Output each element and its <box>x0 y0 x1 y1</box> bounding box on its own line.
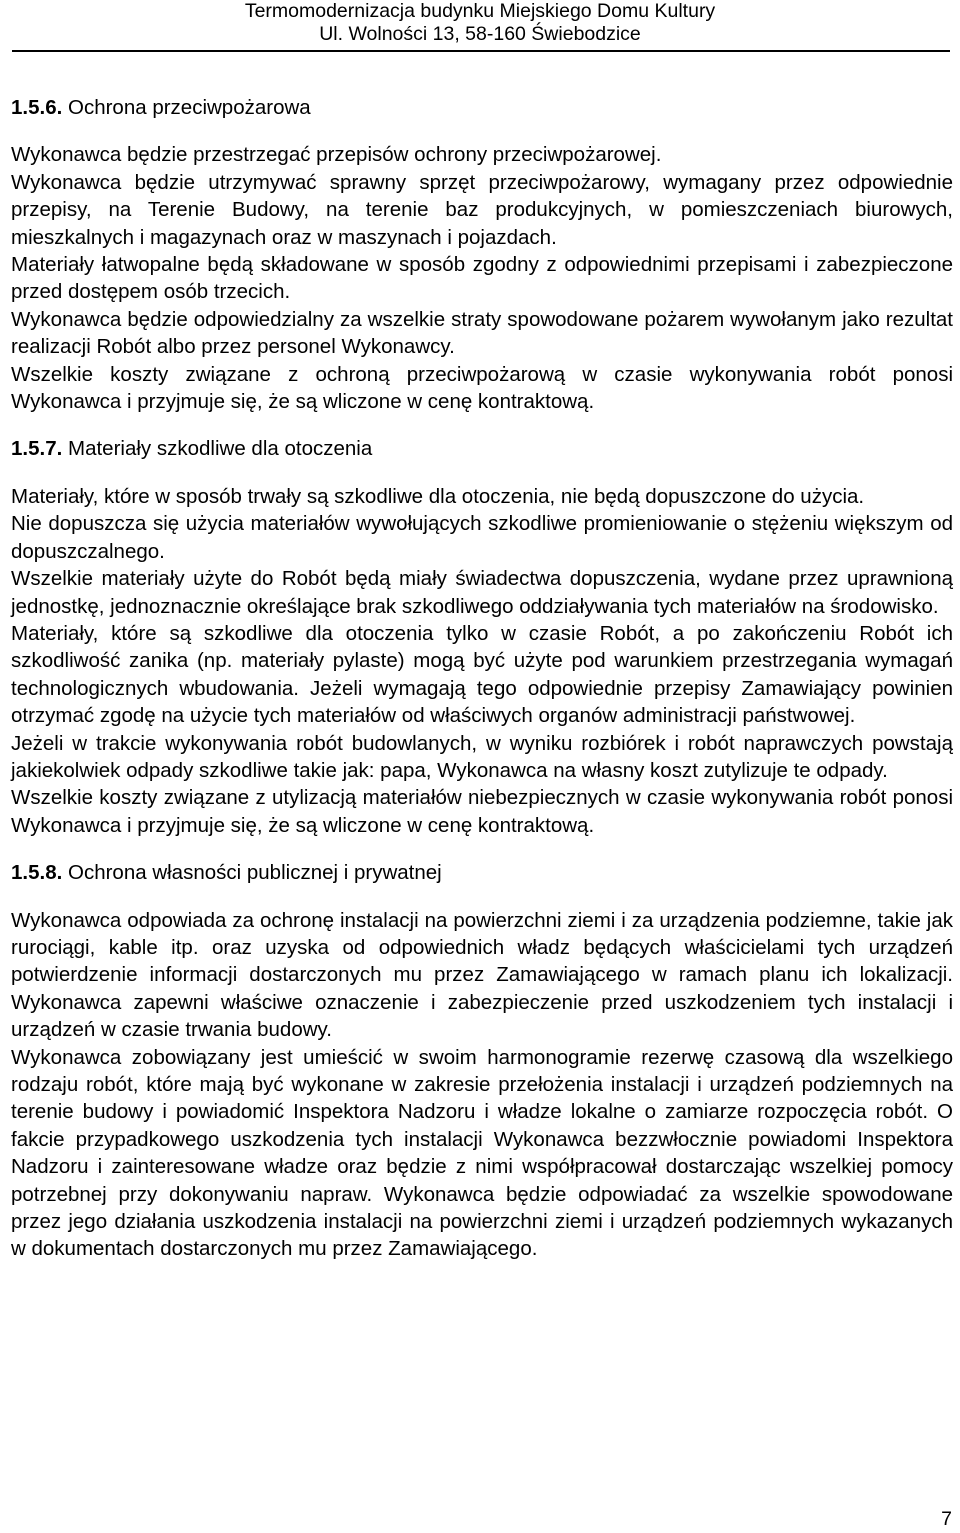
paragraph: Wszelkie materiały użyte do Robót będą miały świadectwa dopuszczenia, wydane przez uprawnioną jednostkę, jednoznacznie określające brak szkodliwego oddziaływania tych materiałów na środowisko. <box>11 567 953 618</box>
section-number: 1.5.8. <box>11 861 63 885</box>
paragraph: Materiały, które w sposób trwały są szkodliwe dla otoczenia, nie będą dopuszczone do użycia. <box>11 484 865 508</box>
section-1-5-8 <box>11 859 953 1263</box>
paragraph: Wykonawca będzie odpowiedzialny za wszelkie straty spowodowane pożarem wywołanym jako rezultat realizacji Robót albo przez personel Wykonawcy. <box>11 307 953 359</box>
section-number: 1.5.7. <box>11 437 63 461</box>
header-title: Termomodernizacja budynku Miejskiego Domu Kultury <box>244 0 716 22</box>
paragraph: Materiały, które są szkodliwe dla otoczenia tylko w czasie Robót, a po zakończeniu Robót ich szkodliwość zanika (np. materiały pylaste) mogą być użyte pod warunkiem przestrzegania wymagań technologicznych wbudowania. Jeżeli wymagają tego odpowiednie przepisy Zamawiający powinien otrzymać zgodę na użycie tych materiałów od właściwych organów administracji państwowej. <box>11 621 953 728</box>
header-address: Ul. Wolności 13, 58-160 Świebodzice <box>319 23 641 45</box>
paragraph: Materiały łatwopalne będą składowane w sposób zgodny z odpowiednimi przepisami i zabezpieczone przed dostępem osób trzecich. <box>11 253 953 304</box>
paragraph: Jeżeli w trakcie wykonywania robót budowlanych, w wyniku rozbiórek i robót naprawczych powstają jakiekolwiek odpady szkodliwe takie jak: papa, Wykonawca na własny koszt zutylizuje te odpady. <box>11 731 953 782</box>
section-number: 1.5.6. <box>11 96 63 119</box>
header-divider <box>12 50 950 52</box>
section-heading <box>11 94 953 121</box>
document-body <box>11 94 953 1263</box>
section-title: Ochrona własności publicznej i prywatnej <box>68 861 442 885</box>
section-1-5-7 <box>11 435 953 839</box>
paragraph: Nie dopuszcza się użycia materiałów wywołujących szkodliwe promieniowanie o stężeniu większym od dopuszczalnego. <box>11 512 953 563</box>
section-1-5-6 <box>11 94 953 415</box>
paragraph: Wykonawca będzie utrzymywać sprawny sprzęt przeciwpożarowy, wymagany przez odpowiednie przepisy, na Terenie Budowy, na terenie baz produkcyjnych, w pomieszczeniach biurowych, mieszkalnych i magazynach oraz w maszynach i pojazdach. <box>11 170 953 249</box>
section-heading <box>11 435 953 462</box>
section-title: Materiały szkodliwe dla otoczenia <box>68 437 373 461</box>
page-number: 7 <box>941 1508 952 1530</box>
section-title: Ochrona przeciwpożarowa <box>68 96 311 119</box>
section-heading <box>11 859 953 886</box>
paragraph: Wszelkie koszty związane z ochroną przeciwpożarową w czasie wykonywania robót ponosi Wykonawca i przyjmuje się, że są wliczone w cenę kontraktową. <box>11 362 953 414</box>
paragraph: Wykonawca będzie przestrzegać przepisów ochrony przeciwpożarowej. <box>11 143 662 167</box>
paragraph: Wszelkie koszty związane z utylizacją materiałów niebezpiecznych w czasie wykonywania robót ponosi Wykonawca i przyjmuje się, że są wliczone w cenę kontraktową. <box>11 786 953 837</box>
page-header <box>0 0 960 46</box>
paragraph: Wykonawca odpowiada za ochronę instalacji na powierzchni ziemi i za urządzenia podziemne, takie jak rurociągi, kable itp. oraz uzyska od odpowiednich władz będących właścicielami tych urządzeń potwierdzenie informacji dostarczonych mu przez Zamawiającego w ramach planu ich lokalizacji. Wykonawca zapewni właściwe oznaczenie i zabezpieczenie przed uszkodzeniem tych instalacji i urządzeń w czasie trwania budowy. <box>11 908 953 1042</box>
paragraph: Wykonawca zobowiązany jest umieścić w swoim harmonogramie rezerwę czasową dla wszelkiego rodzaju robót, które mają być wykonane w zakresie przełożenia instalacji i urządzeń podziemnych na terenie budowy i powiadomić Inspektora Nadzoru i władze lokalne o zamiarze rozpoczęcia robót. O fakcie przypadkowego uszkodzenia tych instalacji Wykonawca bezzwłocznie powiadomi Inspektora Nadzoru i zainteresowane władze oraz będzie z nimi współpracował dostarczając wszelkiej pomocy potrzebnej przy dokonywaniu napraw. Wykonawca będzie odpowiadać za wszelkie spowodowane przez jego działania uszkodzenia instalacji na powierzchni ziemi i urządzeń podziemnych wykazanych w dokumentach dostarczonych mu przez Zamawiającego. <box>11 1045 953 1261</box>
